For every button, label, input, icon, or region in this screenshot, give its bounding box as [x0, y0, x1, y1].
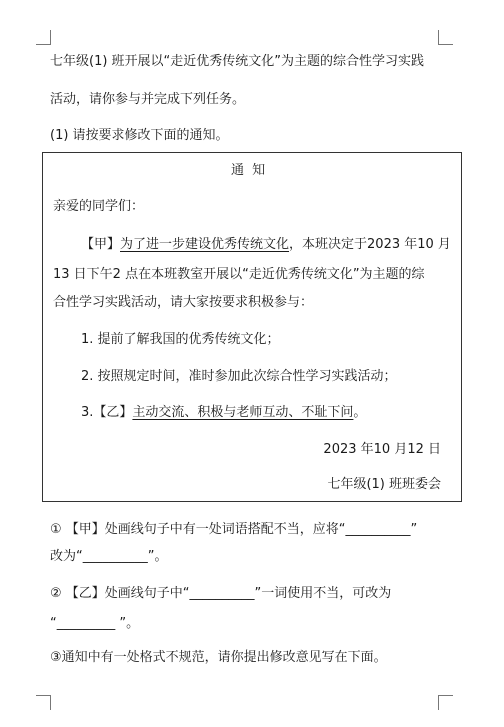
notice-body-line-1	[81, 233, 451, 252]
crop-mark-top-left	[36, 30, 51, 45]
question-2-line-2: “_________ ”。	[50, 616, 140, 631]
crop-mark-top-right	[438, 30, 453, 45]
notice-date: 2023 年10 月12 日	[323, 442, 441, 457]
question-2-line-1: ② 【乙】处画线句子中“__________”一词使用不当，可改为	[50, 586, 392, 601]
notice-signature: 七年级(1) 班班委会	[327, 477, 441, 492]
underlined-sentence-yi: 主动交流、积极与老师互动、不耻下问	[132, 405, 354, 420]
notice-item-2: 2. 按照规定时间，准时参加此次综合性学习实践活动；	[81, 369, 397, 384]
intro-line-2: 活动，请你参与并完成下列任务。	[50, 92, 246, 107]
notice-box	[42, 152, 462, 502]
mark-jia: 【甲】	[81, 237, 121, 252]
notice-item-1: 1. 提前了解我国的优秀传统文化；	[81, 332, 280, 347]
item-3-prefix: 3.【乙】	[81, 405, 133, 420]
notice-body-line-2: 13 日下午2 点在本班教室开展以“走近优秀传统文化”为主题的综	[53, 267, 425, 282]
task-1-heading: (1) 请按要求修改下面的通知。	[50, 128, 229, 143]
question-1-line-1: ① 【甲】处画线句子中有一处词语搭配不当，应将“__________”	[50, 522, 418, 537]
item-3-suffix: 。	[353, 405, 367, 420]
notice-greeting: 亲爱的同学们：	[53, 199, 145, 214]
notice-title: 通 知	[231, 163, 268, 178]
notice-body-line-1-rest: ，本班决定于2023 年10 月	[289, 237, 451, 252]
notice-item-3	[81, 401, 366, 420]
intro-line-1: 七年级(1) 班开展以“走近优秀传统文化”为主题的综合性学习实践	[50, 54, 425, 69]
question-3: ③通知中有一处格式不规范，请你提出修改意见写在下面。	[50, 650, 387, 665]
underlined-sentence-jia: 为了进一步建设优秀传统文化	[120, 237, 290, 252]
question-1-line-2: 改为“__________”。	[50, 549, 168, 564]
notice-body-line-3: 合性学习实践活动，请大家按要求积极参与：	[53, 295, 314, 310]
crop-mark-bottom-right	[438, 695, 453, 710]
crop-mark-bottom-left	[36, 695, 51, 710]
